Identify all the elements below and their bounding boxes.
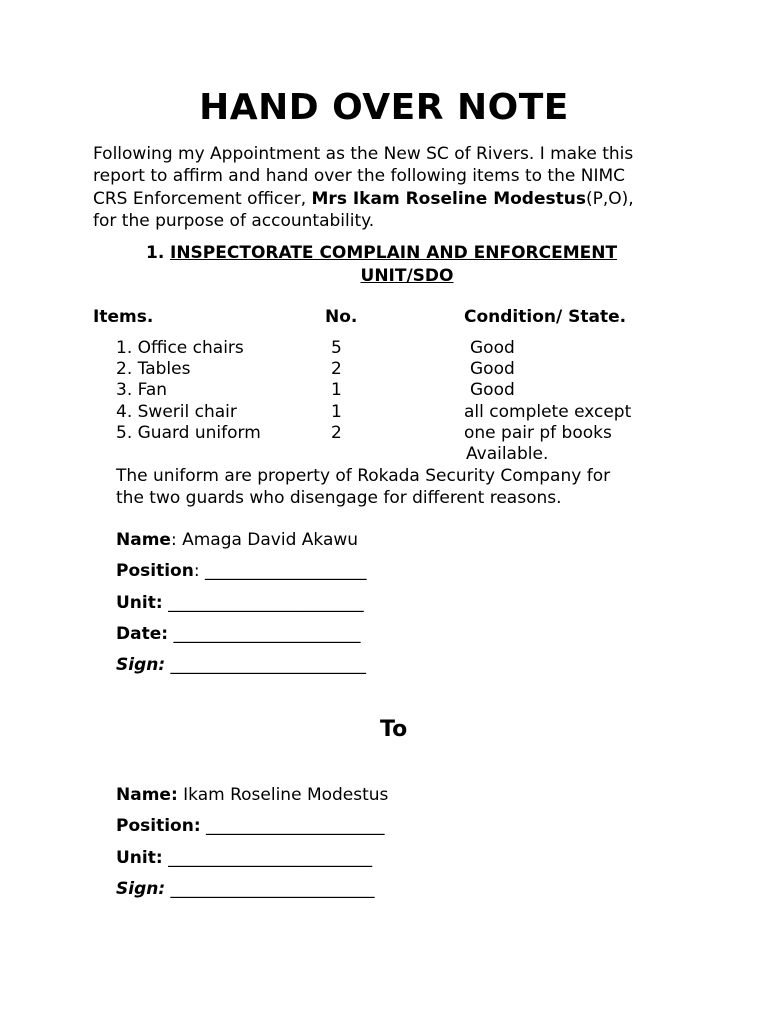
row-4-no: 1 (331, 402, 342, 422)
intro-paragraph (93, 143, 693, 233)
section-title-line-1: INSPECTORATE COMPLAIN AND ENFORCEMENT (170, 243, 618, 263)
header-no: No. (325, 307, 358, 327)
from-position-label: Position (116, 561, 194, 581)
section-heading (146, 242, 617, 264)
from-name-field (116, 529, 358, 551)
row-5-no: 2 (331, 423, 342, 443)
row-5-condition: one pair pf books (464, 423, 612, 443)
from-position-line: : ___________________ (193, 561, 367, 581)
intro-line-3-post: (P,O), (585, 188, 634, 209)
to-heading: To (380, 717, 408, 742)
row-1-item: 1. Office chairs (116, 338, 244, 358)
to-unit-line: ________________________ (162, 848, 373, 868)
row-3-no: 1 (331, 380, 342, 400)
row-3-item: 3. Fan (116, 380, 168, 400)
to-sign-label: Sign: (116, 879, 166, 899)
to-sign-field (116, 878, 375, 900)
header-items: Items. (93, 307, 154, 327)
row-2-item: 2. Tables (116, 359, 191, 379)
row-2-no: 2 (331, 359, 342, 379)
header-condition: Condition/ State. (464, 307, 627, 327)
section-number: 1. (146, 243, 165, 263)
from-unit-line: _______________________ (162, 593, 364, 613)
officer-name: Mrs Ikam Roseline Modestus (311, 188, 586, 209)
section-title-line-2: UNIT/SDO (360, 266, 454, 286)
intro-line-2: report to affirm and hand over the following items to the NIMC (93, 166, 626, 187)
from-date-field (116, 623, 360, 645)
intro-line-3 (93, 188, 693, 210)
to-name-value: Ikam Roseline Modestus (177, 785, 389, 805)
condition-continuation: Available. (466, 444, 549, 464)
document-title: HAND OVER NOTE (199, 87, 569, 128)
row-3-condition: Good (470, 380, 515, 400)
row-1-no: 5 (331, 338, 342, 358)
row-2-condition: Good (470, 359, 515, 379)
row-4-condition: all complete except (464, 402, 632, 422)
from-sign-line: _______________________ (165, 655, 367, 675)
from-date-label: Date: (116, 624, 169, 644)
intro-line-3-pre: CRS Enforcement officer, (93, 188, 312, 209)
to-unit-field (116, 847, 372, 869)
from-name-label: Name (116, 530, 171, 550)
to-sign-line: ________________________ (165, 879, 375, 899)
from-unit-label: Unit: (116, 593, 163, 613)
uniform-note (116, 466, 610, 509)
row-4-item: 4. Sweril chair (116, 402, 237, 422)
to-position-line: _____________________ (200, 816, 385, 836)
intro-line-1: Following my Appointment as the New SC of Rivers. I make this (93, 144, 634, 164)
to-position-field (116, 815, 385, 837)
to-unit-label: Unit: (116, 848, 163, 868)
uniform-note-line-1: The uniform are property of Rokada Security Company for (116, 466, 611, 486)
uniform-note-line-2: the two guards who disengage for different reasons. (116, 487, 562, 508)
intro-line-4: for the purpose of accountability. (93, 211, 375, 232)
from-unit-field (116, 592, 364, 614)
row-5-item: 5. Guard uniform (116, 423, 261, 443)
row-1-condition: Good (470, 338, 515, 358)
from-sign-field (116, 654, 366, 676)
to-name-label: Name: (116, 785, 178, 805)
to-position-label: Position: (116, 816, 201, 836)
from-name-value: : Amaga David Akawu (170, 530, 359, 550)
from-position-field (116, 560, 366, 582)
to-name-field (116, 784, 388, 806)
from-date-line: ______________________ (168, 624, 361, 644)
from-sign-label: Sign: (116, 655, 166, 675)
